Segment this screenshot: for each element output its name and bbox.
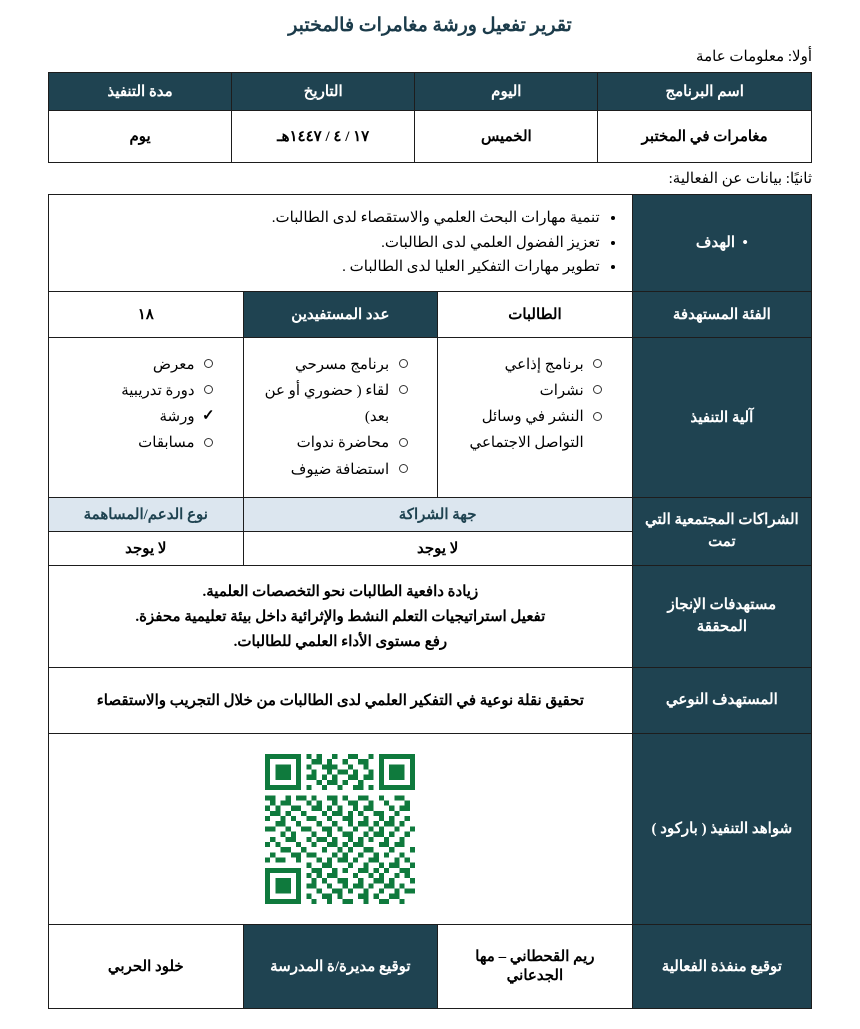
row-achievements [49, 565, 812, 667]
label-goal-text: الهدف [695, 235, 735, 252]
option-label: مسابقات [138, 435, 195, 452]
label-partnerships: الشراكات المجتمعية التي تمت [632, 497, 811, 565]
value-day: الخميس [415, 111, 598, 163]
header-program-name: اسم البرنامج [598, 73, 812, 111]
option-list [55, 352, 237, 457]
table-row [49, 111, 812, 163]
checkmark-icon[interactable]: ✓ [202, 408, 215, 424]
cell-goals [49, 195, 633, 292]
option-list [250, 352, 432, 483]
list-item[interactable] [55, 404, 237, 430]
list-item[interactable] [250, 352, 432, 378]
row-goal [49, 195, 812, 292]
value-partner-entity: لا يوجد [243, 531, 632, 565]
option-label: استضافة ضيوف [290, 461, 390, 478]
row-qualitative-target [49, 667, 812, 733]
section-one-label: أولا: معلومات عامة [696, 49, 812, 65]
general-info-table [48, 72, 812, 163]
label-achievements: مستهدفات الإنجاز المحققة [632, 565, 811, 667]
mechanism-column-1 [438, 337, 633, 497]
qr-code-icon[interactable] [265, 754, 415, 904]
row-mechanism [49, 337, 812, 497]
value-support-type: لا يوجد [49, 531, 244, 565]
list-item[interactable] [250, 430, 432, 456]
mechanism-column-3 [49, 337, 244, 497]
list-item[interactable] [444, 404, 626, 457]
header-duration: مدة التنفيذ [49, 73, 232, 111]
list-item[interactable] [55, 430, 237, 456]
option-label: برنامج مسرحي [295, 356, 390, 373]
value-beneficiaries: ١٨ [49, 291, 244, 337]
option-label: دورة تدريبية [121, 382, 195, 399]
row-partnership-headers [49, 497, 812, 531]
list-item[interactable] [444, 378, 626, 404]
row-target-group [49, 291, 812, 337]
option-label: معرض [152, 356, 195, 373]
label-beneficiaries: عدد المستفيدين [243, 291, 438, 337]
list-item[interactable] [250, 457, 432, 483]
value-date: ١٧ / ٤ / ١٤٤٧هـ [232, 111, 415, 163]
radio-icon[interactable] [592, 378, 604, 400]
section-two-label: ثانيًا: بيانات عن الفعالية: [668, 171, 812, 187]
radio-icon[interactable] [592, 352, 604, 374]
value-target-group: الطالبات [438, 291, 633, 337]
list-item[interactable] [250, 378, 432, 431]
row-evidence [49, 733, 812, 924]
value-executor-signature: ريم القحطاني – مها الجدعاني [438, 924, 633, 1008]
list-item: • تطوير مهارات التفكير العليا لدى الطالبات . [63, 256, 600, 279]
label-principal-signature: توقيع مديرة/ة المدرسة [243, 924, 438, 1008]
option-label: محاضرة ندوات [296, 435, 390, 452]
label-evidence: شواهد التنفيذ ( باركود ) [632, 733, 811, 924]
option-label: برنامج إذاعي [504, 356, 584, 373]
list-item: • تنمية مهارات البحث العلمي والاستقصاء لدى الطالبات. [63, 207, 600, 230]
option-label: لقاء ( حضوري أو عن بعد) [264, 382, 390, 425]
radio-icon[interactable] [203, 352, 215, 374]
list-item[interactable] [55, 378, 237, 404]
option-label: نشرات [539, 382, 584, 399]
radio-icon[interactable] [592, 404, 604, 426]
radio-icon[interactable] [203, 378, 215, 400]
qr-wrapper [57, 740, 624, 918]
list-item[interactable] [55, 352, 237, 378]
cell-evidence-qr [49, 733, 633, 924]
label-executor-signature: توقيع منفذة الفعالية [632, 924, 811, 1008]
option-list [444, 352, 626, 457]
value-principal-signature: خلود الحربي [49, 924, 244, 1008]
option-label: النشر في وسائل التواصل الاجتماعي [469, 409, 584, 452]
radio-icon[interactable] [397, 352, 409, 374]
label-goal: • الهدف [632, 195, 811, 292]
achievement-line: زيادة دافعية الطالبات نحو التخصصات العلمية. [202, 583, 479, 600]
list-item: • تعزيز الفضول العلمي لدى الطالبات. [63, 232, 600, 255]
list-item[interactable] [444, 352, 626, 378]
radio-icon[interactable] [397, 378, 409, 400]
radio-icon[interactable] [397, 457, 409, 479]
value-duration: يوم [49, 111, 232, 163]
label-mechanism: آلية التنفيذ [632, 337, 811, 497]
radio-icon[interactable] [203, 430, 215, 452]
cell-achievements [49, 565, 633, 667]
value-program-name: مغامرات في المختبر [598, 111, 812, 163]
header-partner-entity: جهة الشراكة [243, 497, 632, 531]
option-label: ورشة [159, 409, 195, 425]
header-day: اليوم [415, 73, 598, 111]
achievement-line: رفع مستوى الأداء العلمي للطالبات. [233, 633, 448, 650]
value-qualitative-target: تحقيق نقلة نوعية في التفكير العلمي لدى الطالبات من خلال التجريب والاستقصاء [49, 667, 633, 733]
goal-list [63, 207, 618, 279]
header-date: التاريخ [232, 73, 415, 111]
header-support-type: نوع الدعم/المساهمة [49, 497, 244, 531]
radio-icon[interactable] [397, 430, 409, 452]
activity-table [48, 194, 812, 1009]
mechanism-column-2 [243, 337, 438, 497]
row-signatures [49, 924, 812, 1008]
label-qualitative-target: المستهدف النوعي [632, 667, 811, 733]
table-header-row [49, 73, 812, 111]
achievement-line: تفعيل استراتيجيات التعلم النشط والإثرائية داخل بيئة تعليمية محفزة. [135, 608, 546, 625]
label-target-group: الفئة المستهدفة [632, 291, 811, 337]
page-title: تقرير تفعيل ورشة مغامرات فالمختبر [288, 15, 572, 36]
